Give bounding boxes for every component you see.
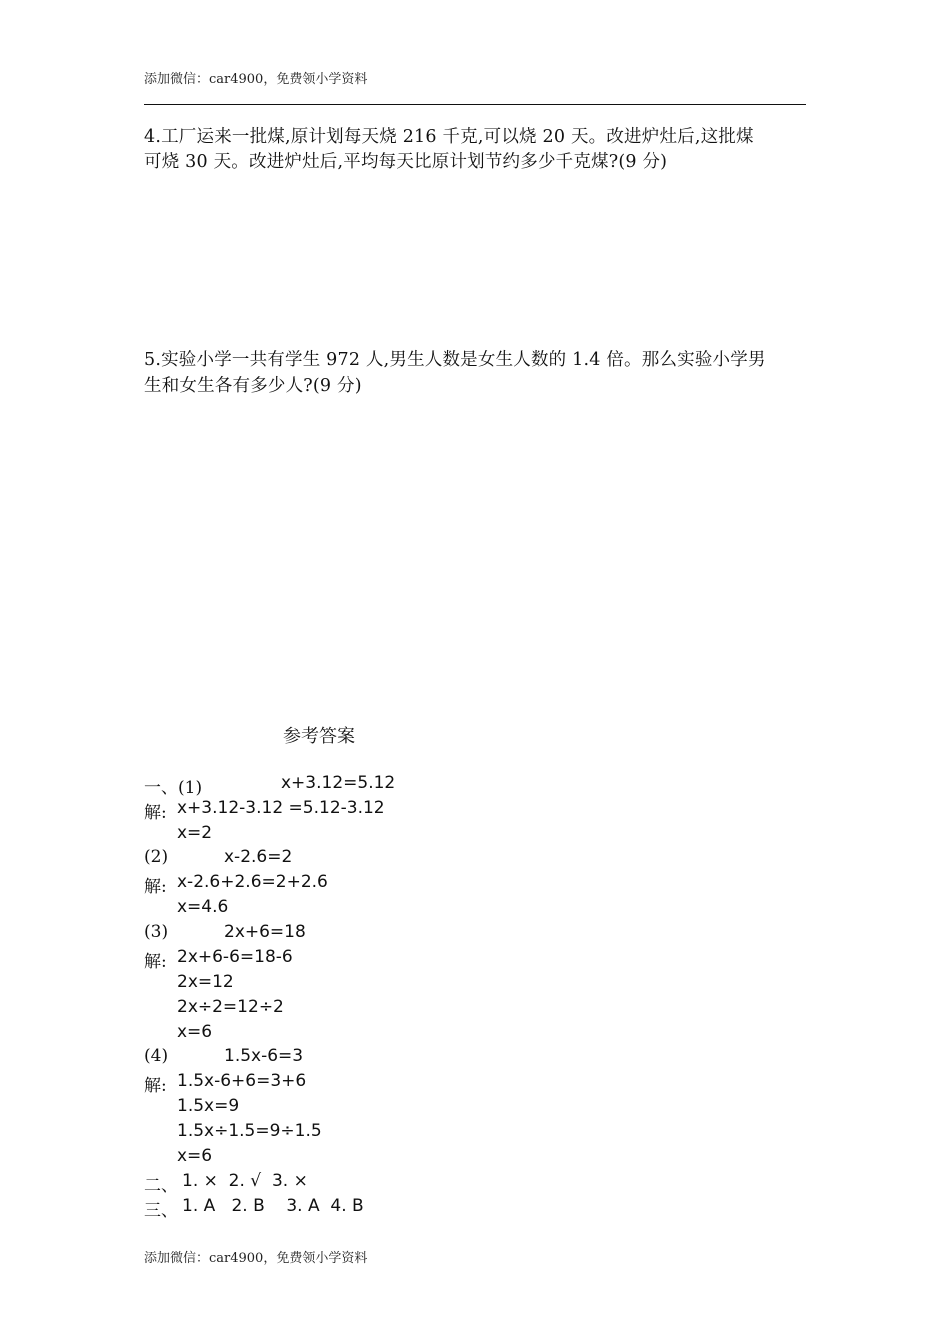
part-3-answers: 1. A 2. B 3. A 4. B: [182, 1196, 364, 1216]
question-4-line-2: 可烧 30 天。改进炉灶后,平均每天比原计划节约多少千克煤?(9 分): [144, 152, 668, 172]
s4-step-1: 1.5x-6+6=3+6: [177, 1071, 307, 1091]
s4-label: (4): [144, 1046, 169, 1066]
s1-jie: 解:: [144, 803, 167, 823]
s2-equation: x-2.6=2: [224, 847, 293, 867]
s3-step-2: 2x=12: [177, 972, 234, 992]
s1-equation: x+3.12=5.12: [281, 773, 396, 793]
part-2-answers: 1. × 2. √ 3. ×: [182, 1171, 308, 1191]
s4-step-2: 1.5x=9: [177, 1096, 240, 1116]
s3-step-1: 2x+6-6=18-6: [177, 947, 293, 967]
s2-label: (2): [144, 847, 169, 867]
header-rule: [144, 104, 806, 105]
question-4-line-1: 4.工厂运来一批煤,原计划每天烧 216 千克,可以烧 20 天。改进炉灶后,这批煤: [144, 127, 754, 147]
s2-jie: 解:: [144, 877, 167, 897]
s3-equation: 2x+6=18: [224, 922, 306, 942]
s3-step-4: x=6: [177, 1022, 213, 1042]
page-footer: 添加微信：car4900，免费领小学资料: [144, 1251, 368, 1266]
s4-equation: 1.5x-6=3: [224, 1046, 304, 1066]
s4-jie: 解:: [144, 1076, 167, 1096]
answer-title: 参考答案: [283, 726, 355, 747]
s3-step-3: 2x÷2=12÷2: [177, 997, 284, 1017]
s2-step-1: x-2.6+2.6=2+2.6: [177, 872, 328, 892]
page-header: 添加微信：car4900，免费领小学资料: [144, 72, 368, 87]
s1-step-2: x=2: [177, 823, 213, 843]
s3-label: (3): [144, 922, 169, 942]
question-5-line-1: 5.实验小学一共有学生 972 人,男生人数是女生人数的 1.4 倍。那么实验小学男: [144, 350, 766, 370]
s1-step-1: x+3.12-3.12 =5.12-3.12: [177, 798, 385, 818]
s3-jie: 解:: [144, 952, 167, 972]
s2-step-2: x=4.6: [177, 897, 229, 917]
s4-step-4: x=6: [177, 1146, 213, 1166]
part-3-label: 三、: [144, 1201, 178, 1221]
part-2-label: 二、: [144, 1176, 178, 1196]
question-5-line-2: 生和女生各有多少人?(9 分): [144, 376, 362, 396]
s4-step-3: 1.5x÷1.5=9÷1.5: [177, 1121, 322, 1141]
s1-label: 一、(1): [144, 778, 203, 798]
